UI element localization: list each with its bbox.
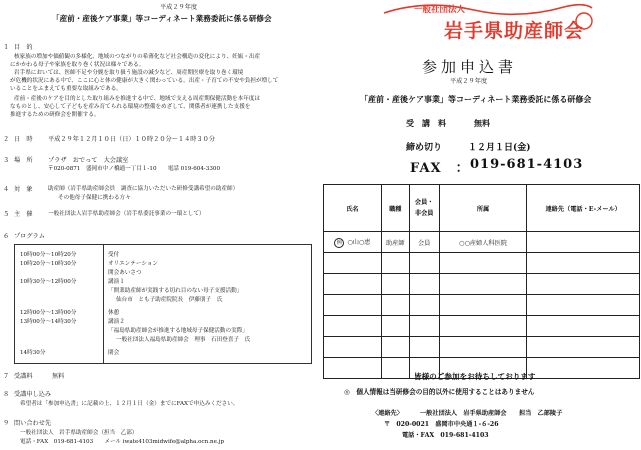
left-page	[0, 0, 320, 450]
input-cell[interactable]	[409, 295, 439, 316]
right-heading: 「産前・産後ケア事業」等コーディネート業務委託に係る研修会	[360, 94, 592, 104]
fax-number: 019-681-4103	[470, 157, 584, 172]
input-cell[interactable]	[527, 274, 640, 295]
right-year: 平成２９年度	[450, 78, 488, 85]
section-1-label: 目 的	[14, 44, 33, 51]
left-year: 平成２９年度	[160, 4, 198, 11]
place-name: プラザ おでって 大会議室	[48, 157, 129, 164]
header-member: 会員・非会員	[409, 185, 439, 232]
input-cell[interactable]	[324, 253, 382, 274]
input-cell[interactable]	[527, 337, 640, 358]
purpose-line: 核家族の増加や価値観の多様化、地域のつながりの希薄化など社会構造の変化により、妊娠・出産	[14, 54, 261, 60]
program-item: 開会あいさつ	[108, 270, 142, 276]
table-row	[324, 337, 640, 358]
purpose-line: にかかわる母子や家族を取り巻く状況は様々である。	[10, 62, 145, 68]
left-heading: 「産前・産後ケア事業」等コーディネート業務委託に係る研修会	[52, 14, 272, 23]
header-org: 所属	[439, 185, 527, 232]
header-contact: 連絡先（電話・E-メール）	[527, 185, 640, 232]
program-time: 10時30分～12時00分	[20, 279, 77, 285]
example-name: ○山○恵	[347, 238, 371, 246]
program-time: 14時30分	[20, 350, 46, 356]
section-7-label: 受講料	[14, 373, 33, 380]
program-time: 10時20分～10時30分	[20, 261, 77, 267]
input-cell[interactable]	[409, 274, 439, 295]
contact-label: 〈連絡先〉	[372, 410, 403, 417]
fee-value: 無料	[52, 373, 65, 380]
input-cell[interactable]	[527, 316, 640, 337]
target-line: 助産師（岩手県助産師会員 調査に協力いただいた研修受講希望の助産師）	[48, 186, 239, 192]
privacy-note: ◎ 個人情報は当研修会の目的以外に使用することはありません	[344, 388, 535, 396]
section-5-label: 主 催	[14, 211, 33, 218]
program-time: 13時00分～14時30分	[20, 319, 77, 325]
section-7-num: ７	[3, 373, 10, 380]
program-time: 12時00分～13時00分	[20, 310, 77, 316]
input-cell[interactable]	[439, 295, 527, 316]
input-cell[interactable]	[381, 274, 409, 295]
program-item: 受付	[108, 252, 120, 258]
deadline-value: １２月１日(金)	[468, 143, 531, 153]
program-item: 講演２	[108, 319, 125, 325]
input-cell[interactable]	[324, 274, 382, 295]
table-header-row	[324, 185, 640, 232]
program-item: 「開業助産師が実践する切れ目のない母子支援活動」	[108, 288, 243, 294]
form-title: 参加申込書	[422, 58, 518, 76]
input-cell[interactable]	[409, 337, 439, 358]
program-time: 10時00分～10時20分	[20, 252, 77, 258]
table-row	[324, 274, 640, 295]
input-cell[interactable]	[527, 358, 640, 379]
example-contact[interactable]	[527, 232, 640, 253]
section-3-num: ３	[3, 157, 10, 164]
section-9-num: ９	[3, 420, 10, 427]
section-8-num: ８	[3, 391, 10, 398]
example-job[interactable]: 助産師	[381, 232, 409, 253]
fax-label: FAX ：	[410, 161, 470, 176]
input-cell[interactable]	[381, 337, 409, 358]
input-cell[interactable]	[527, 253, 640, 274]
section-4-label: 対 象	[14, 186, 33, 193]
example-member[interactable]: 会員	[409, 232, 439, 253]
purpose-line: 推進するための研修会を開催する。	[10, 112, 100, 118]
input-cell[interactable]	[527, 295, 640, 316]
input-cell[interactable]	[409, 316, 439, 337]
program-divider	[103, 245, 104, 363]
application-table	[323, 184, 640, 379]
fee-value-right: 無料	[474, 118, 490, 128]
closing-text: 皆様のご参加をお待ちしております	[414, 372, 536, 381]
example-name-cell[interactable]	[324, 232, 382, 253]
input-cell[interactable]	[324, 295, 382, 316]
example-org[interactable]: ○○産婦人科医院	[439, 232, 527, 253]
section-8-label: 受講申し込み	[14, 391, 52, 398]
section-6-label: プログラム	[14, 233, 45, 240]
purpose-line: 産前・産後のケアを目的とした取り組みを推進する中で、地域で支える周産期保健活動を本年度は	[14, 96, 261, 102]
section-1-num: １	[3, 44, 10, 51]
right-page	[322, 0, 641, 450]
input-cell[interactable]	[324, 337, 382, 358]
example-mark: 例	[334, 238, 344, 248]
purpose-line: いることをふまえても重要な取組みである。	[10, 86, 122, 92]
program-item: 「福島県助産師会が推進する地域母子保健活動の実際」	[108, 328, 248, 334]
section-6-num: ６	[3, 233, 10, 240]
target-line: その他母子保健に携わる方々	[58, 195, 131, 201]
purpose-line: なものとし、安心して子どもを産み育てられる環境の整備をめざして、関係者が連携した支援を	[10, 104, 251, 110]
program-item: 閉会	[108, 350, 120, 356]
header-job: 職種	[381, 185, 409, 232]
table-row	[324, 253, 640, 274]
input-cell[interactable]	[439, 253, 527, 274]
section-4-num: ４	[3, 186, 10, 193]
purpose-line: が危機的状況にある中で、ここに心と体の健康が大きく関わっている。出産・子育ての不安や負担が増して	[10, 78, 279, 84]
program-item: 仙台市 とも子助産院院長 伊藤朋子 氏	[116, 297, 223, 303]
purpose-line: 岩手県においては、医師不足や分娩を取り扱う施設の減少など、周産期医療を取り巻く環境	[14, 70, 244, 76]
apply-text: 希望者は「参加申込書」に記載の上、１２月１日（金）までにFAXで申込みください。	[20, 401, 239, 407]
program-item: 講演１	[108, 279, 125, 285]
deadline-label: 締め切り	[406, 143, 443, 153]
contact-org: 一般社団法人 岩手県助産師会（担当 乙部）	[20, 430, 138, 436]
table-row	[324, 316, 640, 337]
header-name: 氏名	[324, 185, 382, 232]
program-item: 休憩	[108, 310, 120, 316]
contact-tel: 電話・FAX 019-681-4103 メール iwate4103midwife@alpha.ocn.ne.jp	[20, 439, 225, 445]
section-2-label: 日 時	[14, 136, 33, 143]
logo-big-text: 岩手県助産師会	[444, 20, 585, 42]
program-item: オリエンテーション	[108, 261, 159, 267]
table-row	[324, 295, 640, 316]
organizer-value: 一般社団法人岩手県助産師会（岩手県委託事業の一環として）	[48, 211, 205, 217]
input-cell[interactable]	[324, 358, 382, 379]
section-9-label: 問い合わせ先	[14, 420, 52, 427]
section-2-num: ２	[3, 136, 10, 143]
input-cell[interactable]	[409, 253, 439, 274]
input-cell[interactable]	[439, 274, 527, 295]
input-cell[interactable]	[381, 358, 409, 379]
datetime-value: 平成２９年１２月１０日（日）１０時２０分～１４時３０分	[48, 136, 216, 143]
input-cell[interactable]	[381, 253, 409, 274]
section-5-num: ５	[3, 211, 10, 218]
input-cell[interactable]	[381, 295, 409, 316]
input-cell[interactable]	[381, 316, 409, 337]
contact-org-right: 一般社団法人 岩手県助産師会 担当 乙部陵子	[420, 410, 563, 417]
table-row-example	[324, 232, 640, 253]
section-3-label: 場 所	[14, 157, 33, 164]
contact-address: 〒 020-0021 盛岡市中央通１-６-26	[384, 421, 499, 428]
input-cell[interactable]	[439, 337, 527, 358]
place-address: 〒020-0871 盛岡市中ノ橋通一丁目１-10 電話 019-604-3300	[48, 166, 221, 172]
input-cell[interactable]	[324, 316, 382, 337]
fee-label: 受 講 料	[406, 118, 446, 128]
program-item: 一般社団法人福島県助産師会 理事 石田登喜子 氏	[116, 337, 251, 343]
org-logo	[378, 1, 596, 45]
logo-small-text: 一般社団法人	[414, 5, 466, 15]
contact-tel-right: 電話・FAX 019-681-4103	[402, 432, 489, 439]
input-cell[interactable]	[439, 316, 527, 337]
